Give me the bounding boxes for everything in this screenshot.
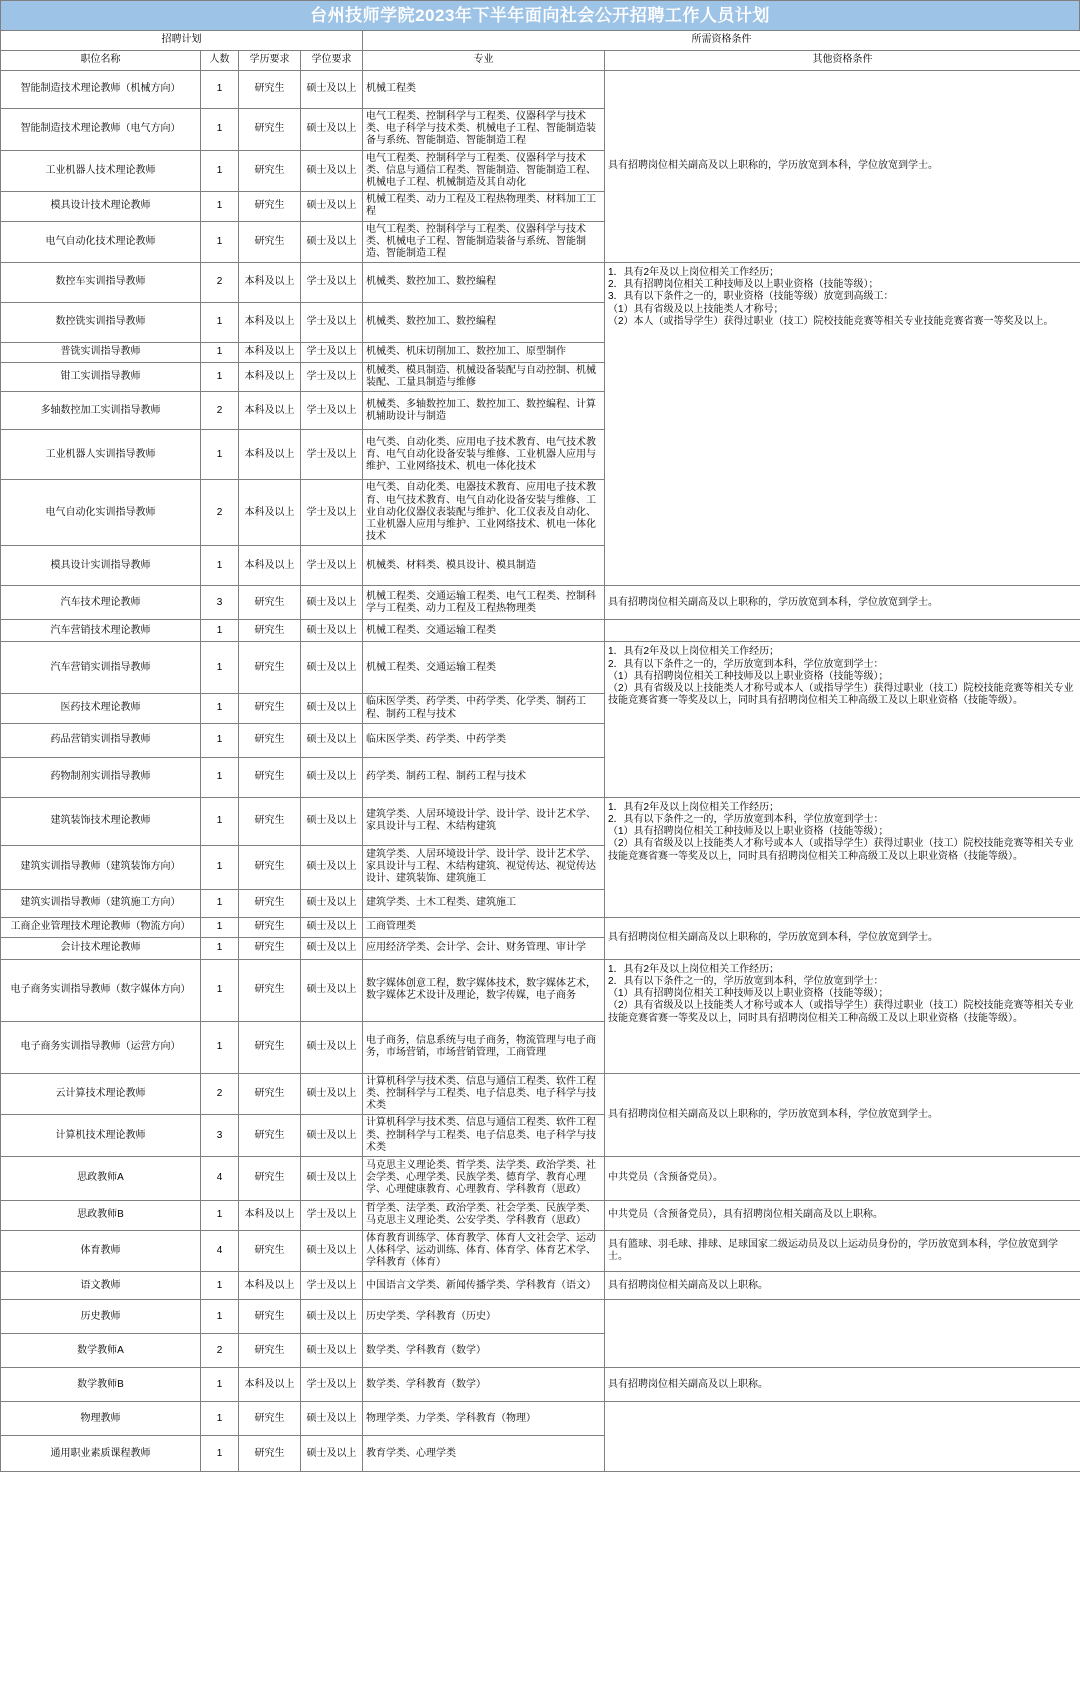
cell-degree: 硕士及以上 (301, 150, 363, 192)
header-degree: 学位要求 (301, 51, 363, 71)
cell-degree: 学士及以上 (301, 392, 363, 430)
cell-count: 1 (201, 889, 239, 917)
cell-other-qualifications (605, 263, 1080, 586)
cell-position: 钳工实训指导教师 (1, 363, 201, 392)
cell-degree: 硕士及以上 (301, 586, 363, 620)
qualification-line: 1．具有2年及以上岗位相关工作经历； (608, 963, 780, 975)
cell-major: 建筑学类、人居环境设计学、设计学、设计艺术学、家具设计与工程、木结构建筑 (363, 797, 605, 845)
document-title-bar (0, 0, 1080, 30)
cell-count: 2 (201, 1334, 239, 1368)
cell-count: 1 (201, 1368, 239, 1402)
cell-position: 建筑实训指导教师（建筑施工方向） (1, 889, 201, 917)
cell-other-qualifications: 具有招聘岗位相关副高及以上职称的，学历放宽到本科，学位放宽到学士。 (605, 586, 1080, 620)
cell-position: 电子商务实训指导教师（数字媒体方向） (1, 959, 201, 1021)
cell-position: 历史教师 (1, 1300, 201, 1334)
cell-education: 本科及以上 (239, 263, 301, 303)
cell-position: 医药技术理论教师 (1, 694, 201, 723)
cell-major: 历史学类、学科教育（历史） (363, 1300, 605, 1334)
cell-major: 机械工程类 (363, 71, 605, 109)
cell-count: 2 (201, 392, 239, 430)
cell-education: 本科及以上 (239, 1368, 301, 1402)
cell-count: 1 (201, 642, 239, 694)
cell-position: 模具设计实训指导教师 (1, 546, 201, 586)
cell-count: 1 (201, 363, 239, 392)
cell-position: 电子商务实训指导教师（运营方向） (1, 1021, 201, 1073)
cell-other-qualifications: 具有篮球、羽毛球、排球、足球国家二级运动员及以上运动员身份的，学历放宽到本科，学位放宽到学士。 (605, 1230, 1080, 1272)
cell-major: 机械工程类、动力工程及工程热物理类、材料加工工程 (363, 192, 605, 221)
cell-degree: 硕士及以上 (301, 1021, 363, 1073)
cell-count: 1 (201, 917, 239, 937)
cell-major: 计算机科学与技术类、信息与通信工程类、软件工程类、控制科学与工程类、电子信息类、电子科学与技术类 (363, 1115, 605, 1157)
cell-degree: 硕士及以上 (301, 1230, 363, 1272)
cell-position: 思政教师A (1, 1156, 201, 1200)
cell-major: 教育学类、心理学类 (363, 1436, 605, 1472)
cell-degree: 硕士及以上 (301, 694, 363, 723)
table-row (1, 797, 1080, 845)
cell-degree: 学士及以上 (301, 263, 363, 303)
cell-count: 2 (201, 263, 239, 303)
cell-position: 物理教师 (1, 1402, 201, 1436)
cell-education: 研究生 (239, 221, 301, 263)
cell-count: 4 (201, 1230, 239, 1272)
cell-major: 机械类、多轴数控加工、数控加工、数控编程、计算机辅助设计与制造 (363, 392, 605, 430)
cell-education: 研究生 (239, 1300, 301, 1334)
cell-degree: 硕士及以上 (301, 71, 363, 109)
cell-position: 智能制造技术理论教师（电气方向） (1, 109, 201, 151)
cell-count: 1 (201, 797, 239, 845)
cell-degree: 硕士及以上 (301, 1300, 363, 1334)
table-row (1, 917, 1080, 937)
cell-education: 研究生 (239, 1021, 301, 1073)
table-row (1, 263, 1080, 303)
page-title: 台州技师学院2023年下半年面向社会公开招聘工作人员计划 (310, 6, 770, 25)
cell-major: 电子商务，信息系统与电子商务，物流管理与电子商务，市场营销，市场营销管理，工商管理 (363, 1021, 605, 1073)
cell-position: 汽车营销技术理论教师 (1, 620, 201, 642)
cell-count: 1 (201, 546, 239, 586)
cell-degree: 学士及以上 (301, 363, 363, 392)
cell-degree: 学士及以上 (301, 1368, 363, 1402)
cell-other-qualifications (605, 1402, 1080, 1472)
cell-education: 研究生 (239, 917, 301, 937)
cell-count: 1 (201, 757, 239, 797)
cell-education: 研究生 (239, 620, 301, 642)
cell-position: 电气自动化实训指导教师 (1, 480, 201, 546)
recruitment-plan-table (0, 30, 1080, 1472)
cell-major: 电气工程类、控制科学与工程类、仪器科学与技术类、信息与通信工程类、智能制造、智能制造工程、机械电子工程、机械制造及其自动化 (363, 150, 605, 192)
qualification-line: （1）具有省级及以上技能类人才称号； (608, 303, 784, 315)
cell-position: 建筑实训指导教师（建筑装饰方向） (1, 845, 201, 889)
cell-education: 研究生 (239, 845, 301, 889)
cell-count: 1 (201, 1272, 239, 1300)
cell-education: 本科及以上 (239, 546, 301, 586)
qualification-line: 2．具有以下条件之一的，学历放宽到本科，学位放宽到学士： (608, 813, 884, 825)
table-row (1, 620, 1080, 642)
cell-count: 1 (201, 694, 239, 723)
cell-major: 机械工程类、交通运输工程类、电气工程类、控制科学与工程类、动力工程及工程热物理类 (363, 586, 605, 620)
table-row (1, 1156, 1080, 1200)
cell-major: 工商管理类 (363, 917, 605, 937)
cell-count: 1 (201, 430, 239, 480)
cell-other-qualifications (605, 1300, 1080, 1368)
cell-education: 研究生 (239, 192, 301, 221)
table-row (1, 642, 1080, 694)
cell-count: 1 (201, 150, 239, 192)
cell-count: 1 (201, 1436, 239, 1472)
cell-major: 机械工程类、交通运输工程类 (363, 620, 605, 642)
cell-other-qualifications: 中共党员（含预备党员）。 (605, 1156, 1080, 1200)
qualification-line: （2）具有省级及以上技能类人才称号或本人（或指导学生）获得过职业（技工）院校技能竞赛等相关专业技能竞赛省赛一等奖及以上，同时具有招聘岗位相关工种高级工及以上职业资格（技能等级）。 (608, 838, 1074, 862)
cell-education: 本科及以上 (239, 303, 301, 343)
cell-degree: 硕士及以上 (301, 620, 363, 642)
cell-degree: 硕士及以上 (301, 1436, 363, 1472)
cell-count: 1 (201, 343, 239, 363)
cell-count: 1 (201, 1402, 239, 1436)
qualification-line: （1）具有招聘岗位相关工种技师及以上职业资格（技能等级）； (608, 670, 889, 682)
cell-position: 智能制造技术理论教师（机械方向） (1, 71, 201, 109)
cell-education: 研究生 (239, 1115, 301, 1157)
cell-major: 临床医学类、药学类、中药学类、化学类、制药工程、制药工程与技术 (363, 694, 605, 723)
cell-education: 研究生 (239, 1230, 301, 1272)
cell-count: 3 (201, 586, 239, 620)
cell-degree: 硕士及以上 (301, 889, 363, 917)
table-row (1, 586, 1080, 620)
cell-degree: 学士及以上 (301, 430, 363, 480)
cell-major: 电气类、自动化类、电器技术教育、应用电子技术教育、电气技术教育、电气自动化设备安装与维修、工业自动化仪器仪表装配与维护、化工仪表及自动化、工业机器人应用与维护、工业网络技术、机电一体化技术 (363, 480, 605, 546)
table-row (1, 71, 1080, 109)
qualification-line: 2．具有招聘岗位相关工种技师及以上职业资格（技能等级）； (608, 279, 879, 291)
cell-degree: 学士及以上 (301, 1272, 363, 1300)
cell-major: 机械类、模具制造、机械设备装配与自动控制、机械装配、工量具制造与维修 (363, 363, 605, 392)
cell-major: 机械工程类、交通运输工程类 (363, 642, 605, 694)
cell-position: 会计技术理论教师 (1, 937, 201, 959)
cell-count: 1 (201, 1300, 239, 1334)
cell-major: 物理学类、力学类、学科教育（物理） (363, 1402, 605, 1436)
cell-position: 体育教师 (1, 1230, 201, 1272)
cell-position: 数学教师A (1, 1334, 201, 1368)
cell-other-qualifications (605, 797, 1080, 917)
table-row (1, 1200, 1080, 1230)
cell-major: 药学类、制药工程、制药工程与技术 (363, 757, 605, 797)
table-row (1, 1073, 1080, 1115)
cell-count: 1 (201, 937, 239, 959)
cell-major: 机械类、机床切削加工、数控加工、原型制作 (363, 343, 605, 363)
header-count: 人数 (201, 51, 239, 71)
cell-count: 3 (201, 1115, 239, 1157)
cell-major: 中国语言文学类、新闻传播学类、学科教育（语文） (363, 1272, 605, 1300)
cell-other-qualifications: 具有招聘岗位相关副高及以上职称的，学历放宽到本科，学位放宽到学士。 (605, 917, 1080, 959)
cell-other-qualifications: 具有招聘岗位相关副高及以上职称的，学历放宽到本科，学位放宽到学士。 (605, 1073, 1080, 1156)
cell-other-qualifications (605, 959, 1080, 1073)
cell-degree: 硕士及以上 (301, 642, 363, 694)
cell-major: 电气工程类、控制科学与工程类、仪器科学与技术类、电子科学与技术类、机械电子工程、智能制造装备与系统、智能制造、智能制造工程 (363, 109, 605, 151)
cell-position: 建筑装饰技术理论教师 (1, 797, 201, 845)
table-row (1, 1402, 1080, 1436)
cell-position: 电气自动化技术理论教师 (1, 221, 201, 263)
cell-education: 研究生 (239, 1073, 301, 1115)
cell-other-qualifications: 具有招聘岗位相关副高及以上职称。 (605, 1368, 1080, 1402)
table-row (1, 959, 1080, 1021)
cell-education: 研究生 (239, 150, 301, 192)
cell-position: 数控铣实训指导教师 (1, 303, 201, 343)
cell-major: 计算机科学与技术类、信息与通信工程类、软件工程类、控制科学与工程类、电子信息类、电子科学与技术类 (363, 1073, 605, 1115)
qualification-line: （2）具有省级及以上技能类人才称号或本人（或指导学生）获得过职业（技工）院校技能竞赛等相关专业技能竞赛省赛一等奖及以上，同时具有招聘岗位相关工种高级工及以上职业资格（技能等级）。 (608, 682, 1074, 707)
cell-degree: 硕士及以上 (301, 757, 363, 797)
cell-education: 研究生 (239, 694, 301, 723)
cell-position: 通用职业素质课程教师 (1, 1436, 201, 1472)
cell-major: 马克思主义理论类、哲学类、法学类、政治学类、社会学类、心理学类、民族学类、德育学、教育心理学、心理健康教育、心理教育、学科教育（思政） (363, 1156, 605, 1200)
cell-other-qualifications (605, 642, 1080, 797)
cell-position: 药物制剂实训指导教师 (1, 757, 201, 797)
cell-degree: 硕士及以上 (301, 109, 363, 151)
cell-other-qualifications: 具有招聘岗位相关副高及以上职称。 (605, 1272, 1080, 1300)
table-row (1, 1300, 1080, 1334)
table-row (1, 1230, 1080, 1272)
cell-position: 汽车技术理论教师 (1, 586, 201, 620)
qualification-line: 2．具有以下条件之一的，学历放宽到本科，学位放宽到学士： (608, 658, 884, 670)
cell-position: 工业机器人技术理论教师 (1, 150, 201, 192)
cell-position: 计算机技术理论教师 (1, 1115, 201, 1157)
qualification-line: （2）具有省级及以上技能类人才称号或本人（或指导学生）获得过职业（技工）院校技能竞赛等相关专业技能竞赛省赛一等奖及以上，同时具有招聘岗位相关工种高级工及以上职业资格（技能等级）。 (608, 1000, 1074, 1024)
cell-degree: 硕士及以上 (301, 1402, 363, 1436)
cell-education: 本科及以上 (239, 343, 301, 363)
cell-count: 1 (201, 221, 239, 263)
cell-other-qualifications (605, 620, 1080, 642)
cell-degree: 学士及以上 (301, 1200, 363, 1230)
cell-degree: 学士及以上 (301, 480, 363, 546)
cell-count: 1 (201, 109, 239, 151)
header-group-qualifications: 所需资格条件 (363, 31, 1080, 51)
cell-position: 数控车实训指导教师 (1, 263, 201, 303)
qualification-line: 2．具有以下条件之一的，学历放宽到本科，学位放宽到学士： (608, 975, 884, 987)
cell-education: 研究生 (239, 1156, 301, 1200)
cell-position: 药品营销实训指导教师 (1, 723, 201, 757)
cell-degree: 硕士及以上 (301, 1115, 363, 1157)
cell-position: 多轴数控加工实训指导教师 (1, 392, 201, 430)
qualification-line: 1．具有2年及以上岗位相关工作经历； (608, 646, 780, 658)
cell-education: 研究生 (239, 71, 301, 109)
cell-position: 数学教师B (1, 1368, 201, 1402)
cell-education: 本科及以上 (239, 363, 301, 392)
cell-count: 4 (201, 1156, 239, 1200)
cell-education: 本科及以上 (239, 392, 301, 430)
cell-education: 本科及以上 (239, 430, 301, 480)
cell-other-qualifications: 具有招聘岗位相关副高及以上职称的，学历放宽到本科，学位放宽到学士。 (605, 71, 1080, 263)
cell-count: 1 (201, 1021, 239, 1073)
cell-degree: 硕士及以上 (301, 192, 363, 221)
cell-major: 哲学类、法学类、政治学类、社会学类、民族学类、马克思主义理论类、公安学类、学科教育（思政） (363, 1200, 605, 1230)
cell-education: 研究生 (239, 757, 301, 797)
cell-major: 体育教育训练学、体育教学、体育人文社会学、运动人体科学、运动训练、体育、体育学、体育艺术学、学科教育（体育） (363, 1230, 605, 1272)
cell-education: 研究生 (239, 586, 301, 620)
cell-education: 本科及以上 (239, 480, 301, 546)
cell-degree: 硕士及以上 (301, 917, 363, 937)
cell-position: 普铣实训指导教师 (1, 343, 201, 363)
cell-degree: 学士及以上 (301, 343, 363, 363)
cell-education: 研究生 (239, 1334, 301, 1368)
cell-position: 汽车营销实训指导教师 (1, 642, 201, 694)
cell-degree: 硕士及以上 (301, 221, 363, 263)
cell-degree: 学士及以上 (301, 303, 363, 343)
header-group-recruitment-plan: 招聘计划 (1, 31, 363, 51)
cell-education: 研究生 (239, 642, 301, 694)
qualification-line: （1）具有招聘岗位相关工种技师及以上职业资格（技能等级）； (608, 826, 889, 838)
cell-degree: 硕士及以上 (301, 937, 363, 959)
cell-education: 本科及以上 (239, 1200, 301, 1230)
qualification-line: （2）本人（或指导学生）获得过职业（技工）院校技能竞赛等相关专业技能竞赛省赛一等奖及以上。 (608, 315, 1054, 327)
cell-degree: 硕士及以上 (301, 845, 363, 889)
cell-major: 机械类、材料类、模具设计、模具制造 (363, 546, 605, 586)
header-other: 其他资格条件 (605, 51, 1080, 71)
cell-major: 临床医学类、药学类、中药学类 (363, 723, 605, 757)
cell-count: 1 (201, 620, 239, 642)
cell-other-qualifications: 中共党员（含预备党员），具有招聘岗位相关副高及以上职称。 (605, 1200, 1080, 1230)
header-position: 职位名称 (1, 51, 201, 71)
cell-major: 电气类、自动化类、应用电子技术教育、电气技术教育、电气自动化设备安装与维修、工业机器人应用与维护、工业网络技术、机电一体化技术 (363, 430, 605, 480)
cell-degree: 硕士及以上 (301, 723, 363, 757)
table-row (1, 1272, 1080, 1300)
qualification-line: 1．具有2年及以上岗位相关工作经历； (608, 801, 780, 813)
cell-count: 1 (201, 845, 239, 889)
cell-count: 1 (201, 192, 239, 221)
cell-count: 1 (201, 723, 239, 757)
cell-education: 本科及以上 (239, 1272, 301, 1300)
cell-education: 研究生 (239, 959, 301, 1021)
cell-major: 机械类、数控加工、数控编程 (363, 263, 605, 303)
cell-major: 电气工程类、控制科学与工程类、仪器科学与技术类、机械电子工程、智能制造装备与系统、智能制造、智能制造工程 (363, 221, 605, 263)
cell-degree: 硕士及以上 (301, 1156, 363, 1200)
cell-education: 研究生 (239, 1436, 301, 1472)
table-header-group-row (1, 31, 1080, 51)
cell-degree: 学士及以上 (301, 546, 363, 586)
cell-position: 云计算技术理论教师 (1, 1073, 201, 1115)
cell-degree: 硕士及以上 (301, 959, 363, 1021)
cell-position: 思政教师B (1, 1200, 201, 1230)
cell-count: 1 (201, 303, 239, 343)
cell-position: 工业机器人实训指导教师 (1, 430, 201, 480)
cell-education: 研究生 (239, 109, 301, 151)
cell-degree: 硕士及以上 (301, 1334, 363, 1368)
qualification-line: 3．具有以下条件之一的，职业资格（技能等级）放宽到高级工： (608, 291, 894, 303)
cell-education: 研究生 (239, 889, 301, 917)
header-major: 专业 (363, 51, 605, 71)
cell-major: 数字媒体创意工程，数字媒体技术，数字媒体艺术，数字媒体艺术设计及理论，数字传媒，电子商务 (363, 959, 605, 1021)
header-education: 学历要求 (239, 51, 301, 71)
cell-major: 建筑学类、土木工程类、建筑施工 (363, 889, 605, 917)
cell-degree: 硕士及以上 (301, 797, 363, 845)
cell-count: 1 (201, 1200, 239, 1230)
cell-degree: 硕士及以上 (301, 1073, 363, 1115)
qualification-line: （1）具有招聘岗位相关工种技师及以上职业资格（技能等级）； (608, 988, 889, 1000)
cell-position: 语文教师 (1, 1272, 201, 1300)
cell-major: 建筑学类、人居环境设计学、设计学、设计艺术学、家具设计与工程、木结构建筑、视觉传达、视觉传达设计、建筑装饰、建筑施工 (363, 845, 605, 889)
cell-major: 数学类、学科教育（数学） (363, 1368, 605, 1402)
cell-education: 研究生 (239, 797, 301, 845)
cell-count: 1 (201, 71, 239, 109)
qualification-line: 1．具有2年及以上岗位相关工作经历； (608, 267, 780, 279)
cell-education: 研究生 (239, 1402, 301, 1436)
table-header-column-row (1, 51, 1080, 71)
cell-position: 模具设计技术理论教师 (1, 192, 201, 221)
cell-count: 1 (201, 959, 239, 1021)
cell-major: 数学类、学科教育（数学） (363, 1334, 605, 1368)
cell-education: 研究生 (239, 723, 301, 757)
cell-major: 机械类、数控加工、数控编程 (363, 303, 605, 343)
cell-count: 2 (201, 480, 239, 546)
table-row (1, 1368, 1080, 1402)
cell-major: 应用经济学类、会计学、会计、财务管理、审计学 (363, 937, 605, 959)
cell-count: 2 (201, 1073, 239, 1115)
cell-education: 研究生 (239, 937, 301, 959)
cell-position: 工商企业管理技术理论教师（物流方向） (1, 917, 201, 937)
